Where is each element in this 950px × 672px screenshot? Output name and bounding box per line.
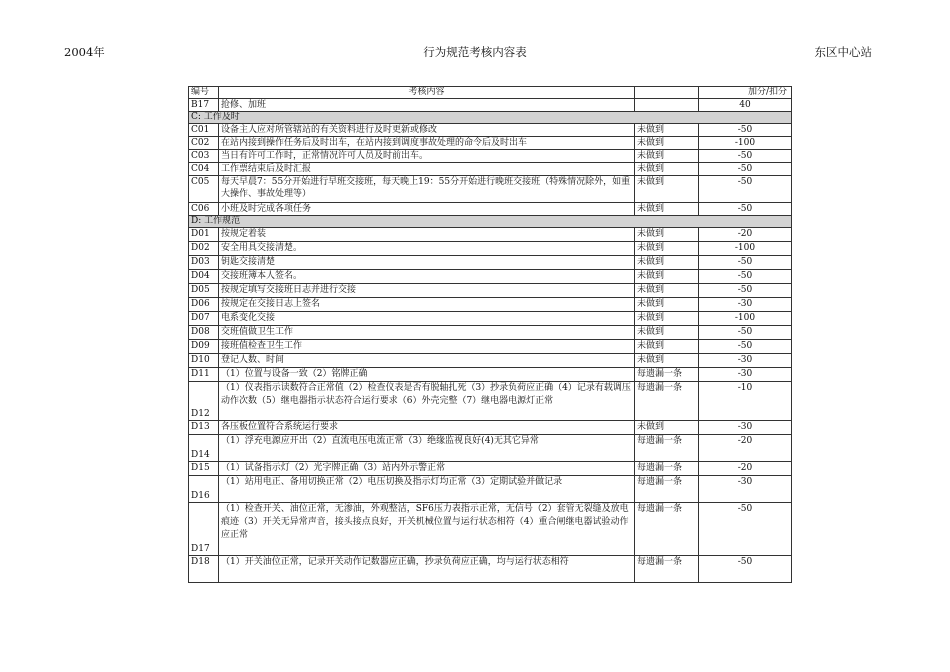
row-score: -100 [699,312,792,326]
row-result: 未做到 [635,228,699,242]
column-header-result [635,87,699,99]
row-code: D17 [189,503,219,556]
row-result: 未做到 [635,163,699,176]
row-content: 设备主人应对所管辖站的有关资料进行及时更新或修改 [219,124,635,137]
table-row [189,462,792,476]
row-content: 按规定在交接日志上签名 [219,298,635,312]
table-row [189,368,792,382]
row-result: 未做到 [635,256,699,270]
row-result: 每遗漏一条 [635,556,699,583]
table-row [189,382,792,421]
row-code: D02 [189,242,219,256]
row-result: 未做到 [635,284,699,298]
row-content: 在站内接到操作任务后及时出车，在站内接到调度事故处理的命令后及时出车 [219,137,635,150]
assessment-table [188,86,792,583]
table-row [189,270,792,284]
row-score: -50 [699,256,792,270]
row-result: 未做到 [635,298,699,312]
row-result: 每遗漏一条 [635,503,699,556]
row-result: 未做到 [635,203,699,216]
row-result: 未做到 [635,326,699,340]
row-content: 每天早晨7：55分开始进行早班交接班，每天晚上19：55分开始进行晚班交接班（特殊情况除外，如重大操作、事故处理等） [219,176,635,203]
row-content: 电系变化交接 [219,312,635,326]
row-result: 每遗漏一条 [635,368,699,382]
row-code: D04 [189,270,219,284]
row-content: 安全用具交接清楚。 [219,242,635,256]
row-content: 交班值做卫生工作 [219,326,635,340]
row-code: C03 [189,150,219,163]
row-code: D09 [189,340,219,354]
row-content: （1）位置与设备一致（2）铭牌正确 [219,368,635,382]
row-content: 交接班簿本人签名。 [219,270,635,284]
row-code: D14 [189,435,219,462]
table-row [189,124,792,137]
row-content: 按规定着装 [219,228,635,242]
row-score: -50 [699,176,792,203]
row-code: D12 [189,382,219,421]
row-score: -100 [699,242,792,256]
row-code: C05 [189,176,219,203]
table-row [189,556,792,583]
row-content: 工作票结束后及时汇报 [219,163,635,176]
row-score: -30 [699,421,792,435]
table-row [189,99,792,112]
row-score: -100 [699,137,792,150]
row-score: -50 [699,340,792,354]
row-score: -50 [699,556,792,583]
row-content: 登记人数、时间 [219,354,635,368]
row-code: D06 [189,298,219,312]
row-content: （1）试备指示灯（2）光字牌正确（3）站内外示警正常 [219,462,635,476]
row-score: -50 [699,124,792,137]
row-result: 未做到 [635,242,699,256]
row-result: 未做到 [635,124,699,137]
column-header-score: 加分/扣分 [699,87,792,99]
table-row [189,242,792,256]
row-score: -50 [699,503,792,556]
table-row [189,163,792,176]
row-code: D11 [189,368,219,382]
row-content: （1）站用电正、备用切换正常（2）电压切换及指示灯均正常（3）定期试验并做记录 [219,476,635,503]
row-code: D05 [189,284,219,298]
table-row [189,435,792,462]
table-row [189,298,792,312]
row-content: 当日有许可工作时，正常情况许可人员及时前出车。 [219,150,635,163]
column-header-content: 考核内容 [219,87,635,99]
section-label: C: 工作及时 [189,112,792,124]
table-row [189,312,792,326]
row-code: D15 [189,462,219,476]
table-row [189,354,792,368]
table-row [189,421,792,435]
page-title: 行为规范考核内容表 [423,45,527,59]
row-score: -50 [699,203,792,216]
section-row [189,216,792,228]
row-result: 未做到 [635,270,699,284]
row-content: 接班值检查卫生工作 [219,340,635,354]
table-row [189,476,792,503]
row-code: D08 [189,326,219,340]
row-score: -20 [699,228,792,242]
row-content: 钥匙交接清楚 [219,256,635,270]
row-content: 小班及时完成各项任务 [219,203,635,216]
row-score: -30 [699,368,792,382]
row-score: -10 [699,382,792,421]
row-score: -30 [699,476,792,503]
table-row [189,176,792,203]
row-result: 未做到 [635,354,699,368]
row-code: D18 [189,556,219,583]
row-code: D10 [189,354,219,368]
table-row [189,326,792,340]
row-result: 未做到 [635,150,699,163]
section-row [189,112,792,124]
table-row [189,203,792,216]
row-result: 每遗漏一条 [635,462,699,476]
row-score: -50 [699,270,792,284]
row-result: 未做到 [635,176,699,203]
row-score: -20 [699,435,792,462]
row-result: 未做到 [635,421,699,435]
row-result [635,99,699,112]
row-code: D03 [189,256,219,270]
row-code: C02 [189,137,219,150]
row-code: B17 [189,99,219,112]
row-score: -50 [699,163,792,176]
row-code: D16 [189,476,219,503]
row-content: 各压板位置符合系统运行要求 [219,421,635,435]
table-row [189,340,792,354]
row-result: 未做到 [635,137,699,150]
row-code: D01 [189,228,219,242]
row-score: -20 [699,462,792,476]
row-content: 按规定填写交接班日志并进行交接 [219,284,635,298]
table-row [189,503,792,556]
row-result: 未做到 [635,312,699,326]
row-content: （1）仪表指示读数符合正常值（2）检查仪表是否有脱轴扎死（3）抄录负荷应正确（4）记录有载调压动作次数（5）继电器指示状态符合运行要求（6）外壳完整（7）继电器电源灯正常 [219,382,635,421]
station-label: 东区中心站 [814,45,872,59]
row-code: C04 [189,163,219,176]
row-score: -50 [699,326,792,340]
table-row [189,228,792,242]
row-code: D07 [189,312,219,326]
table-row [189,284,792,298]
row-content: （1）浮充电源应开出（2）直流电压电流正常（3）绝缘监视良好(4)无其它异常 [219,435,635,462]
table-header-row [189,87,792,99]
row-content: （1）开关油位正常，记录开关动作记数器应正确，抄录负荷应正确，均与运行状态相符 [219,556,635,583]
row-content: 抢修、加班 [219,99,635,112]
row-content: （1）检查开关、油位正常，无渗油，外观整洁，SF6压力表指示正常，无信号（2）套管无裂缝及放电痕迹（3）开关无异常声音，接头接点良好，开关机械位置与运行状态相符（4）重合闸继电器试验动作应正常 [219,503,635,556]
column-header-code: 编号 [189,87,219,99]
row-result: 每遗漏一条 [635,382,699,421]
row-code: C01 [189,124,219,137]
row-score: -50 [699,284,792,298]
table-row [189,137,792,150]
row-score: -30 [699,298,792,312]
row-code: D13 [189,421,219,435]
row-score: -50 [699,150,792,163]
row-result: 每遗漏一条 [635,435,699,462]
row-result: 每遗漏一条 [635,476,699,503]
row-score: -30 [699,354,792,368]
year-label: 2004年 [64,45,105,59]
section-label: D: 工作规范 [189,216,792,228]
table-body [189,99,792,583]
table-row [189,150,792,163]
row-result: 未做到 [635,340,699,354]
table-row [189,256,792,270]
row-code: C06 [189,203,219,216]
row-score: 40 [699,99,792,112]
